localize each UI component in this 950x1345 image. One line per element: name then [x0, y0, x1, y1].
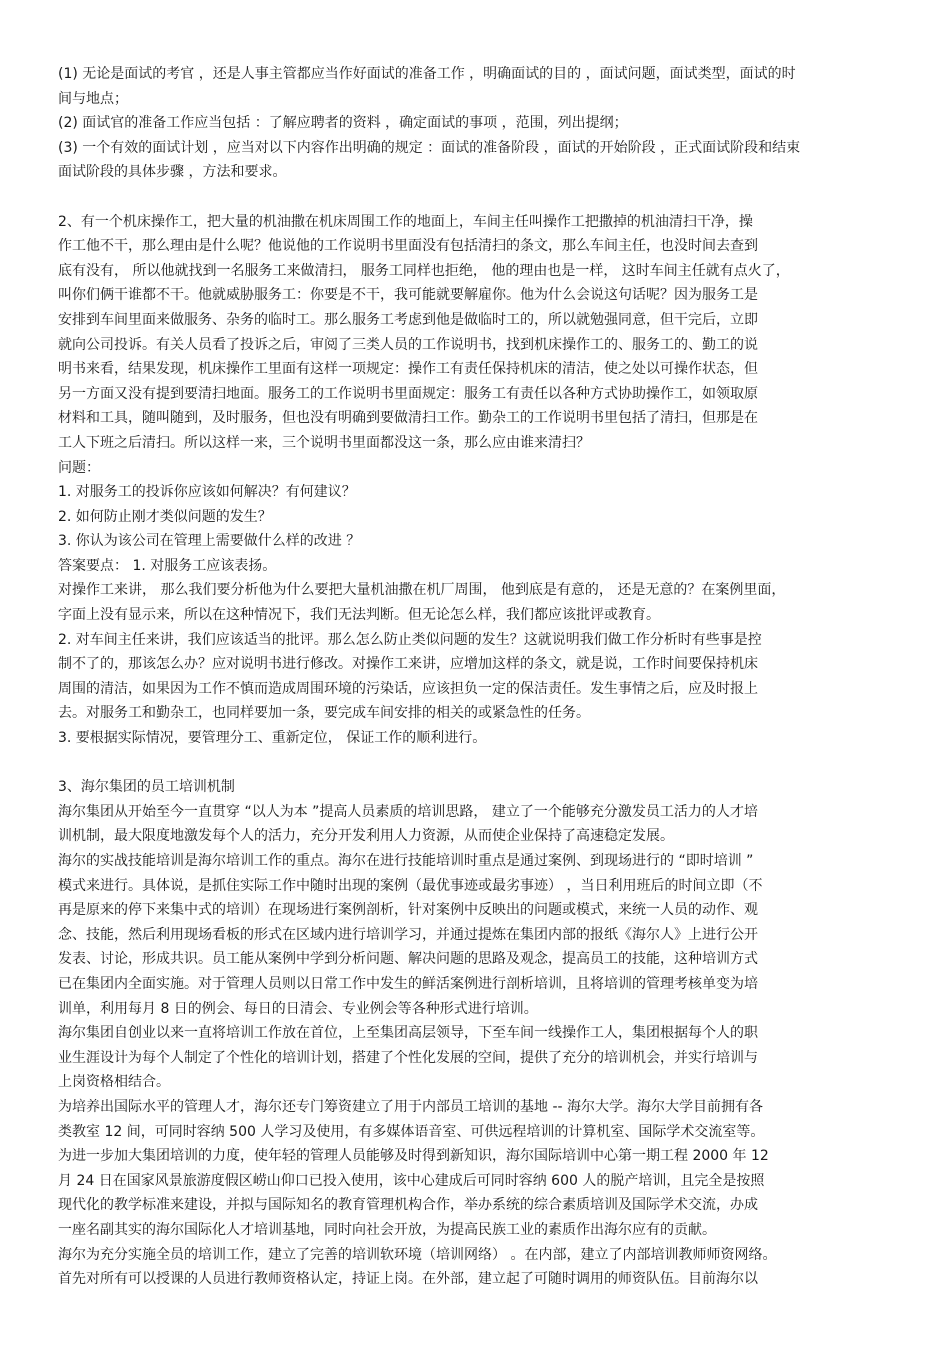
text-line: 3. 你认为该公司在管理上需要做什么样的改进 ？ — [58, 533, 361, 550]
text-line: 现代化的教学标准来建设，并拟与国际知名的教育管理机构合作，举办系统的综合素质培训及国际学术交流，办成 — [58, 1197, 758, 1214]
text-line: (2) 面试官的准备工作应当包括 ：了解应聘者的资料 ，确定面试的事项 ，范围，列出提纲； — [58, 115, 628, 132]
text-line: 答案要点： 1. 对服务工应该表扬。 — [58, 557, 277, 574]
text-line: 海尔集团自创业以来一直将培训工作放在首位，上至集团高层领导，下至车间一线操作工人，集团根据每个人的职 — [58, 1025, 758, 1042]
text-line: 就向公司投诉。有关人员看了投诉之后，审阅了三类人员的工作说明书，找到机床操作工的、服务工的、勤工的说 — [58, 336, 758, 353]
paragraph-gap — [58, 751, 878, 776]
text-line: 安排到车间里面来做服务、杂务的临时工。那么服务工考虑到他是做临时工的，所以就勉强同意，但干完后，立即 — [58, 311, 758, 328]
text-line: 1. 对服务工的投诉你应该如何解决？有何建议？ — [58, 484, 356, 501]
text-line: 2. 如何防止刚才类似问题的发生？ — [58, 508, 272, 525]
text-line: 字面上没有显示来，所以在这种情况下，我们无法判断。但无论怎么样，我们都应该批评或教育。 — [58, 607, 660, 624]
text-line: 2、有一个机床操作工，把大量的机油撒在机床周围工作的地面上，车间主任叫操作工把撒掉的机油清扫干净，操 — [58, 213, 753, 230]
paragraph-gap — [58, 185, 878, 210]
text-line: 去。对服务工和勤杂工，也同样要加一条，要完成车间安排的相关的或紧急性的任务。 — [58, 705, 590, 722]
text-line: 上岗资格相结合。 — [58, 1074, 170, 1091]
text-line: (3) 一个有效的面试计划 ，应当对以下内容作出明确的规定 ：面试的准备阶段 ，面试的开始阶段 ，正式面试阶段和结束 — [58, 139, 801, 156]
text-line: 叫你们俩干谁都不干。他就威胁服务工：你要是不干，我可能就要解雇你。他为什么会说这句话呢？因为服务工是 — [58, 287, 758, 304]
text-line: 为培养出国际水平的管理人才，海尔还专门筹资建立了用于内部员工培训的基地 -- 海尔大学。海尔大学目前拥有各 — [58, 1098, 764, 1115]
text-line: 训机制，最大限度地激发每个人的活力，充分开发利用人力资源，从而使企业保持了高速稳定发展。 — [58, 828, 674, 845]
text-line: 材料和工具，随叫随到，及时服务，但也没有明确到要做清扫工作。勤杂工的工作说明书里包括了清扫，但那是在 — [58, 410, 758, 427]
text-line: 业生涯设计为每个人制定了个性化的培训计划，搭建了个性化发展的空间，提供了充分的培训机会，并实行培训与 — [58, 1049, 758, 1066]
text-line: 工人下班之后清扫。所以这样一来，三个说明书里面都没这一条，那么应由谁来清扫？ — [58, 434, 590, 451]
text-line: 海尔的实战技能培训是海尔培训工作的重点。海尔在进行技能培训时重点是通过案例、到现场进行的 “即时培训 ” — [58, 853, 754, 869]
text-line: 问题： — [58, 459, 100, 476]
text-line: 2. 对车间主任来讲，我们应该适当的批评。那么怎么防止类似问题的发生？这就说明我们做工作分析时有些事是控 — [58, 631, 762, 648]
text-line: (1) 无论是面试的考官 ，还是人事主管都应当作好面试的准备工作 ，明确面试的目的 ，面试问题，面试类型，面试的时 — [58, 66, 796, 82]
text-line: 首先对所有可以授课的人员进行教师资格认定，持证上岗。在外部，建立起了可随时调用的师资队伍。目前海尔以 — [58, 1271, 758, 1288]
text-line: 训单，利用每月 8 日的例会、每日的日清会、专业例会等各种形式进行培训。 — [58, 1000, 538, 1017]
text-line: 海尔为充分实施全员的培训工作，建立了完善的培训软环境（培训网络） 。在内部，建立了内部培训教师师资网络。 — [58, 1246, 777, 1263]
text-line: 另一方面又没有提到要清扫地面。服务工的工作说明书里面规定：服务工有责任以各种方式协助操作工，如领取原 — [58, 385, 758, 402]
text-line: 念、技能，然后利用现场看板的形式在区域内进行培训学习，并通过提炼在集团内部的报纸《海尔人》上进行公开 — [58, 926, 758, 943]
text-line: 制不了的，那该怎么办？应对说明书进行修改。对操作工来讲，应增加这样的条文，就是说，工作时间要保持机床 — [58, 656, 758, 673]
text-line: 3. 要根据实际情况，要管理分工、重新定位， 保证工作的顺利进行。 — [58, 730, 487, 747]
text-line: 底有没有， 所以他就找到一名服务工来做清扫， 服务工同样也拒绝， 他的理由也是一样， 这时车间主任就有点火了， — [58, 262, 790, 279]
text-line: 已在集团内全面实施。对于管理人员则以日常工作中发生的鲜活案例进行剖析培训，且将培训的管理考核单变为培 — [58, 975, 758, 992]
text-line: 月 24 日在国家风景旅游度假区崂山仰口已投入使用，该中心建成后可同时容纳 600 人的脱产培训，且完全是按照 — [58, 1172, 765, 1189]
text-line: 为进一步加大集团培训的力度，使年轻的管理人员能够及时得到新知识，海尔国际培训中心第一期工程 2000 年 12 — [58, 1148, 769, 1165]
text-line: 间与地点； — [58, 90, 128, 107]
text-line: 明书来看，结果发现，机床操作工里面有这样一项规定：操作工有责任保持机床的清洁，使之处以可操作状态，但 — [58, 361, 758, 378]
text-line: 对操作工来讲， 那么我们要分析他为什么要把大量机油撒在机厂周围， 他到底是有意的， 还是无意的？在案例里面， — [58, 582, 786, 599]
text-line: 再是原来的停下来集中式的培训）在现场进行案例剖析，针对案例中反映出的问题或模式，来统一人员的动作、观 — [58, 902, 758, 919]
text-line: 一座名副其实的海尔国际化人才培训基地，同时向社会开放，为提高民族工业的素质作出海尔应有的贡献。 — [58, 1221, 716, 1238]
text-line: 作工他不干，那么理由是什么呢？他说他的工作说明书里面没有包括清扫的条文，那么车间主任，也没时间去查到 — [58, 238, 758, 255]
text-line: 面试阶段的具体步骤 ，方法和要求。 — [58, 164, 287, 181]
text-line: 3、海尔集团的员工培训机制 — [58, 779, 235, 796]
text-line: 类教室 12 间，可同时容纳 500 人学习及使用，有多媒体语音室、可供远程培训的计算机室、国际学术交流室等。 — [58, 1123, 765, 1140]
text-line: 发表、讨论，形成共识。员工能从案例中学到分析问题、解决问题的思路及观念，提高员工的技能，这种培训方式 — [58, 951, 758, 968]
document-page — [58, 62, 878, 1292]
text-line: 模式来进行。具体说，是抓住实际工作中随时出现的案例（最优事迹或最劣事迹） ，当日利用班后的时间立即（不 — [58, 877, 763, 894]
text-line: 周围的清洁，如果因为工作不慎而造成周围环境的污染话，应该担负一定的保洁责任。发生事情之后，应及时报上 — [58, 680, 758, 697]
text-line: 海尔集团从开始至今一直贯穿 “以人为本 ”提高人员素质的培训思路， 建立了一个能够充分激发员工活力的人才培 — [58, 803, 758, 820]
